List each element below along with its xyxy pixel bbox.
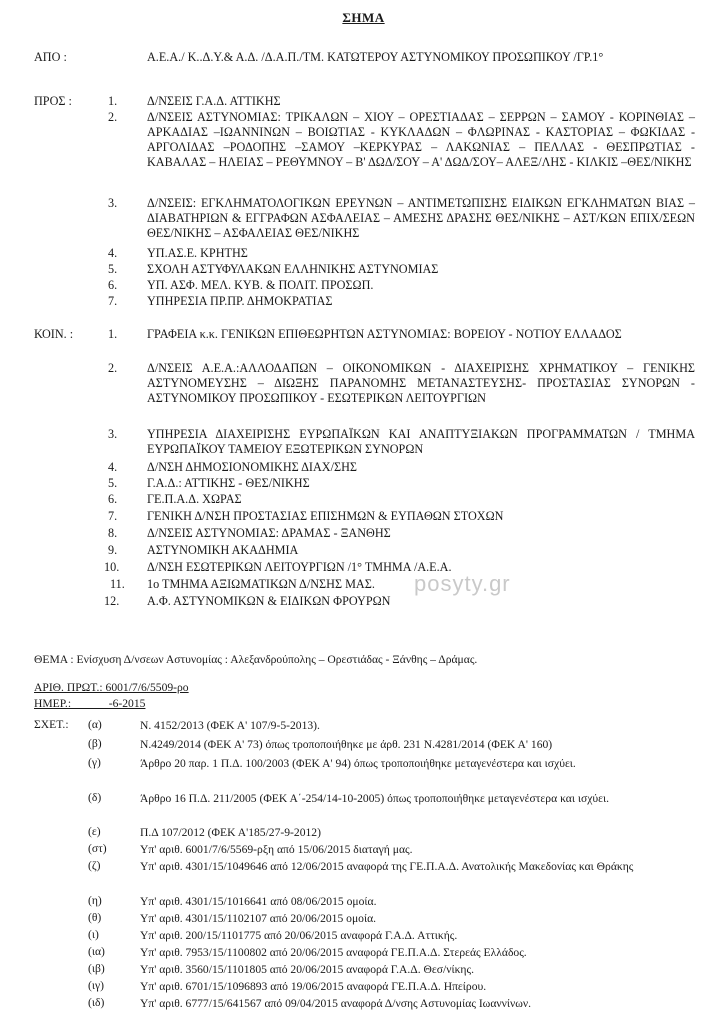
to-item-number: 4. bbox=[108, 246, 118, 260]
cc-item-text: ΓΕΝΙΚΗ Δ/ΝΣΗ ΠΡΟΣΤΑΣΙΑΣ ΕΠΙΣΗΜΩΝ & ΕΥΠΑΘΩΝ ΣΤΟΧΩΝ bbox=[147, 509, 504, 523]
to-item-number: 2. bbox=[108, 110, 118, 124]
reference-key: (στ) bbox=[88, 842, 107, 855]
cc-item-number: 2. bbox=[108, 361, 118, 375]
cc-item-number: 5. bbox=[108, 476, 118, 490]
reference-key: (ε) bbox=[88, 825, 101, 838]
to-item-number: 1. bbox=[108, 94, 118, 108]
cc-item-number: 8. bbox=[108, 526, 118, 540]
reference-text: Ν.4249/2014 (ΦΕΚ Α' 73) όπως τροποποιήθηκε με άρθ. 231 Ν.4281/2014 (ΦΕΚ Α' 160) bbox=[140, 738, 553, 751]
to-item-text: ΥΠ.ΑΣ.Ε. ΚΡΗΤΗΣ bbox=[147, 246, 248, 260]
protocol-number: ΑΡΙΘ. ΠΡΩΤ.: 6001/7/6/5509-ρο bbox=[34, 681, 189, 694]
reference-text: Υπ' αριθ. 200/15/1101775 από 20/06/2015 αναφορά Γ.Α.Δ. Αττικής. bbox=[140, 929, 458, 942]
cc-item-text: ΥΠΗΡΕΣΙΑ ΔΙΑΧΕΙΡΙΣΗΣ ΕΥΡΩΠΑΪΚΩΝ ΚΑΙ ΑΝΑΠΤΥΞΙΑΚΩΝ ΠΡΟΓΡΑΜΜΑΤΩΝ / ΤΜΗΜΑ ΕΥΡΩΠΑΪΚΟΥ ΤΑΜΕΙΟΥ ΕΞΩΤΕΡΙΚΩΝ ΣΥΝΟΡΩΝ bbox=[147, 427, 695, 456]
from-label: ΑΠΟ : bbox=[34, 50, 67, 64]
to-item-text: ΥΠΗΡΕΣΙΑ ΠΡ.ΠΡ. ΔΗΜΟΚΡΑΤΙΑΣ bbox=[147, 294, 333, 308]
reference-text: Ν. 4152/2013 (ΦΕΚ Α' 107/9-5-2013). bbox=[140, 719, 320, 732]
document-date: ΗΜΕΡ.: _ _ _ _ -6-2015 bbox=[34, 697, 146, 710]
cc-item-text: Α.Φ. ΑΣΤΥΝΟΜΙΚΩΝ & ΕΙΔΙΚΩΝ ΦΡΟΥΡΩΝ bbox=[147, 594, 391, 608]
reference-text: Υπ' αριθ. 3560/15/1101805 από 20/06/2015 αναφορά Γ.Α.Δ. Θεσ/νίκης. bbox=[140, 963, 474, 976]
reference-key: (ιγ) bbox=[88, 979, 104, 992]
reference-key: (β) bbox=[88, 737, 102, 750]
reference-text: Υπ' αριθ. 6701/15/1096893 από 19/06/2015 αναφορά ΓΕ.Π.Α.Δ. Ηπείρου. bbox=[140, 980, 487, 993]
watermark: posyty.gr bbox=[414, 571, 511, 596]
to-item-text: Δ/ΝΣΕΙΣ Γ.Α.Δ. ΑΤΤΙΚΗΣ bbox=[147, 94, 281, 108]
reference-text: Υπ' αριθ. 4301/15/1016641 από 08/06/2015 ομοία. bbox=[140, 895, 377, 908]
cc-item-text: Δ/ΝΣΕΙΣ ΑΣΤΥΝΟΜΙΑΣ: ΔΡΑΜΑΣ - ΞΑΝΘΗΣ bbox=[147, 526, 391, 540]
references-label: ΣΧΕΤ.: bbox=[34, 718, 69, 731]
to-item-text: Δ/ΝΣΕΙΣ: ΕΓΚΛΗΜΑΤΟΛΟΓΙΚΩΝ ΕΡΕΥΝΩΝ – ΑΝΤΙΜΕΤΩΠΙΣΗΣ ΕΙΔΙΚΩΝ ΕΓΚΛΗΜΑΤΩΝ ΒΙΑΣ – ΔΙΑΒΑΤΗΡΙΩΝ & ΕΓΓΡΑΦΩΝ ΑΣΦΑΛΕΙΑΣ – ΑΜΕΣΗΣ ΔΡΑΣΗΣ ΘΕΣ/ΝΙΚΗΣ – ΑΣΤ/ΚΩΝ ΕΠΙΧ/ΣΕΩΝ ΘΕΣ/ΝΙΚΗΣ – ΑΣΦΑΛΕΙΑΣ ΘΕΣ/ΝΙΚΗΣ bbox=[147, 196, 695, 240]
reference-text: Άρθρο 16 Π.Δ. 211/2005 (ΦΕΚ Α΄-254/14-10-2005) όπως τροποποιήθηκε μεταγενέστερα και ισχύει. bbox=[140, 792, 610, 805]
reference-text: Υπ' αριθ. 6001/7/6/5569-ρξη από 15/06/2015 διαταγή μας. bbox=[140, 843, 413, 856]
to-item-number: 5. bbox=[108, 262, 118, 276]
reference-text: Άρθρο 20 παρ. 1 Π.Δ. 100/2003 (ΦΕΚ Α' 94) όπως τροποποιήθηκε μεταγενέστερα και ισχύει. bbox=[140, 757, 576, 770]
to-label: ΠΡΟΣ : bbox=[34, 94, 72, 108]
reference-key: (δ) bbox=[88, 791, 102, 804]
cc-item-number: 6. bbox=[108, 492, 118, 506]
to-item-number: 6. bbox=[108, 278, 118, 292]
to-item-text: ΣΧΟΛΗ ΑΣΤΥΦΥΛΑΚΩΝ ΕΛΛΗΝΙΚΗΣ ΑΣΤΥΝΟΜΙΑΣ bbox=[147, 262, 439, 276]
subject-line: ΘΕΜΑ : Ενίσχυση Δ/νσεων Αστυνομίας : Αλεξανδρούπολης – Ορεστιάδας - Ξάνθης – Δράμας. bbox=[34, 653, 478, 666]
reference-text: Υπ' αριθ. 6777/15/641567 από 09/04/2015 αναφορά Δ/νσης Αστυνομίας Ιωαννίνων. bbox=[140, 997, 532, 1010]
reference-key: (ι) bbox=[88, 928, 99, 941]
reference-key: (α) bbox=[88, 718, 102, 731]
reference-text: Υπ' αριθ. 7953/15/1100802 από 20/06/2015 αναφορά ΓΕ.Π.Α.Δ. Στερεάς Ελλάδος. bbox=[140, 946, 527, 959]
to-item-text: Δ/ΝΣΕΙΣ ΑΣΤΥΝΟΜΙΑΣ: ΤΡΙΚΑΛΩΝ – ΧΙΟΥ – ΟΡΕΣΤΙΑΔΑΣ – ΣΕΡΡΩΝ – ΣΑΜΟΥ - ΚΟΡΙΝΘΙΑΣ –ΑΡΚΑΔΙΑΣ –ΙΩΑΝΝΙΝΩΝ – ΒΟΙΩΤΙΑΣ - ΚΥΚΛΑΔΩΝ – ΦΛΩΡΙΝΑΣ - ΚΑΣΤΟΡΙΑΣ – ΦΩΚΙΔΑΣ - ΑΡΓΟΛΙΔΑΣ –ΡΟΔΟΠΗΣ –ΣΑΜΟΥ –ΚΕΡΚΥΡΑΣ – ΛΑΚΩΝΙΑΣ – ΠΕΛΛΑΣ - ΘΕΣΠΡΩΤΙΑΣ - ΚΑΒΑΛΑΣ – ΗΛΕΙΑΣ – ΡΕΘΥΜΝΟΥ – Β' ΔΩΔ/ΣΟΥ – Α' ΔΩΔ/ΣΟΥ– ΑΛΕΞ/ΛΗΣ - ΚΙΛΚΙΣ –ΘΕΣ/ΝΙΚΗΣ bbox=[147, 110, 695, 169]
cc-item-number: 12. bbox=[104, 594, 120, 608]
cc-item-number: 9. bbox=[108, 543, 118, 557]
to-item-number: 3. bbox=[108, 196, 118, 210]
reference-key: (ζ) bbox=[88, 859, 101, 872]
cc-item-text: Δ/ΝΣΗ ΔΗΜΟΣΙΟΝΟΜΙΚΗΣ ΔΙΑΧ/ΣΗΣ bbox=[147, 460, 357, 474]
reference-key: (θ) bbox=[88, 911, 102, 924]
cc-label: ΚΟΙΝ. : bbox=[34, 327, 74, 341]
from-text: Α.Ε.Α./ Κ..Δ.Υ.& Α.Δ. /Δ.Α.Π./ΤΜ. ΚΑΤΩΤΕΡΟΥ ΑΣΤΥΝΟΜΙΚΟΥ ΠΡΟΣΩΠΙΚΟΥ /ΓΡ.1° bbox=[147, 50, 604, 64]
reference-key: (ιδ) bbox=[88, 996, 105, 1009]
to-item-number: 7. bbox=[108, 294, 118, 308]
reference-text: Υπ' αριθ. 4301/15/1049646 από 12/06/2015 αναφορά της ΓΕ.Π.Α.Δ. Ανατολικής Μακεδονίας και Θράκης bbox=[140, 860, 634, 873]
cc-item-number: 1. bbox=[108, 327, 118, 341]
to-item-text: ΥΠ. ΑΣΦ. ΜΕΛ. ΚΥΒ. & ΠΟΛΙΤ. ΠΡΟΣΩΠ. bbox=[147, 278, 374, 292]
cc-item-text: Δ/ΝΣΕΙΣ Α.Ε.Α.:ΑΛΛΟΔΑΠΩΝ – ΟΙΚΟΝΟΜΙΚΩΝ - ΔΙΑΧΕΙΡΙΣΗΣ ΧΡΗΜΑΤΙΚΟΥ – ΓΕΝΙΚΗΣ ΑΣΤΥΝΟΜΕΥΣΗΣ – ΔΙΩΞΗΣ ΠΑΡΑΝΟΜΗΣ ΜΕΤΑΝΑΣΤΕΥΣΗΣ- ΠΡΟΣΤΑΣΙΑΣ ΣΥΝΟΡΩΝ - ΑΣΤΥΝΟΜΙΚΟΥ ΠΡΟΣΩΠΙΚΟΥ - ΕΣΩΤΕΡΙΚΩΝ ΛΕΙΤΟΥΡΓΙΩΝ bbox=[147, 361, 695, 405]
cc-item-number: 11. bbox=[110, 577, 125, 591]
cc-item-number: 3. bbox=[108, 427, 118, 441]
reference-key: (η) bbox=[88, 894, 102, 907]
cc-item-number: 4. bbox=[108, 460, 118, 474]
cc-item-text: ΓΕ.Π.Α.Δ. ΧΩΡΑΣ bbox=[147, 492, 242, 506]
reference-key: (ια) bbox=[88, 945, 105, 958]
document-title: ΣΗΜΑ bbox=[342, 10, 385, 25]
cc-item-text: ΑΣΤΥΝΟΜΙΚΗ ΑΚΑΔΗΜΙΑ bbox=[147, 543, 299, 557]
cc-item-text: 1ο ΤΜΗΜΑ ΑΞΙΩΜΑΤΙΚΩΝ Δ/ΝΣΗΣ ΜΑΣ. bbox=[147, 577, 375, 591]
cc-item-number: 7. bbox=[108, 509, 118, 523]
reference-key: (ιβ) bbox=[88, 962, 105, 975]
reference-text: Υπ' αριθ. 4301/15/1102107 από 20/06/2015 ομοία. bbox=[140, 912, 377, 925]
cc-item-text: Γ.Α.Δ.: ΑΤΤΙΚΗΣ - ΘΕΣ/ΝΙΚΗΣ bbox=[147, 476, 310, 490]
cc-item-number: 10. bbox=[104, 560, 120, 574]
cc-item-text: Δ/ΝΣΗ ΕΣΩΤΕΡΙΚΩΝ ΛΕΙΤΟΥΡΓΙΩΝ /1° ΤΜΗΜΑ /Α.Ε.Α. bbox=[147, 560, 452, 574]
reference-key: (γ) bbox=[88, 756, 101, 769]
cc-item-text: ΓΡΑΦΕΙΑ κ.κ. ΓΕΝΙΚΩΝ ΕΠΙΘΕΩΡΗΤΩΝ ΑΣΤΥΝΟΜΙΑΣ: ΒΟΡΕΙΟΥ - ΝΟΤΙΟΥ ΕΛΛΑΔΟΣ bbox=[147, 327, 622, 341]
reference-text: Π.Δ 107/2012 (ΦΕΚ Α'185/27-9-2012) bbox=[140, 826, 321, 839]
